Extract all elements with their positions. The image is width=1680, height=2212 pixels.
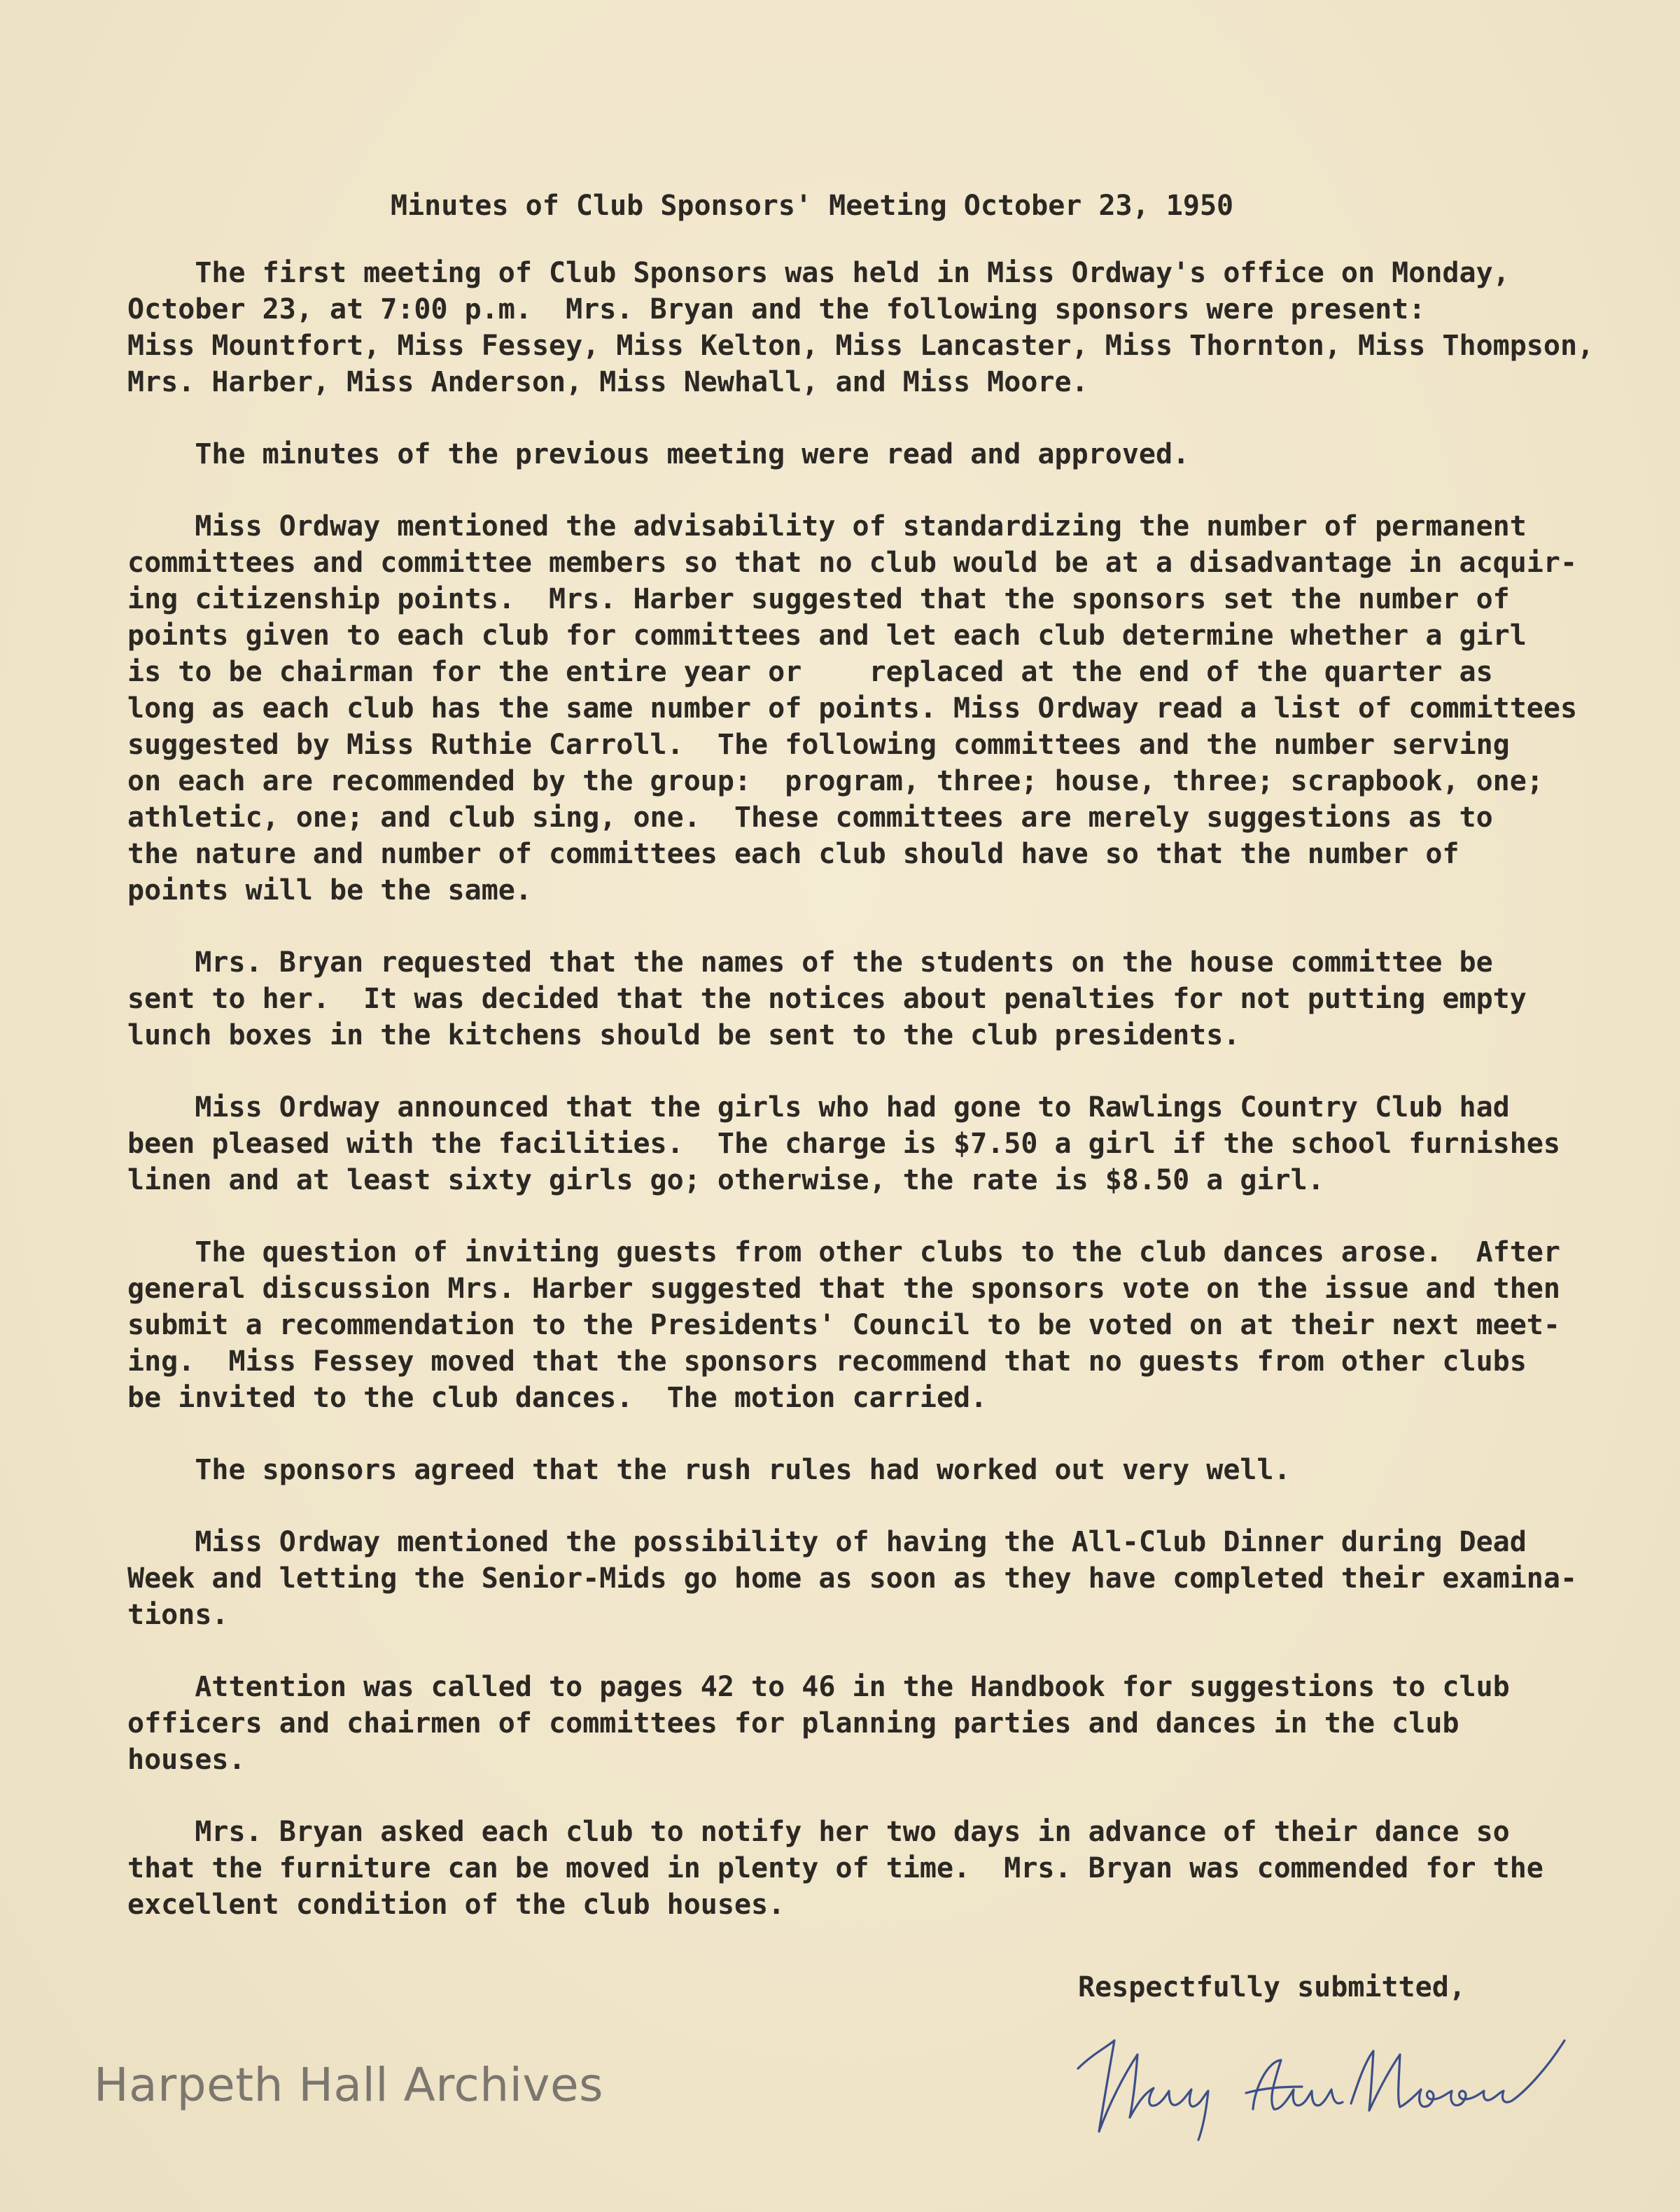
text-line: ing. Miss Fessey moved that the sponsors recommend that no guests from other clubs: [127, 1345, 1527, 1378]
text-line: on each are recommended by the group: program, three; house, three; scrapbook, one;: [127, 765, 1544, 797]
text-line: lunch boxes in the kitchens should be sent to the club presidents.: [127, 1019, 1240, 1051]
text-line: points given to each club for committees and let each club determine whether a girl: [127, 620, 1527, 652]
text-line: ing citizenship points. Mrs. Harber suggested that the sponsors set the number of: [127, 583, 1510, 615]
text-line: Week and letting the Senior-Mids go home as soon as they have completed their examina-: [127, 1562, 1578, 1595]
text-line: tions.: [127, 1599, 229, 1631]
document-body: [127, 188, 1632, 1959]
text-line: Attention was called to pages 42 to 46 in the Handbook for suggestions to club: [127, 1671, 1510, 1703]
text-line: been pleased with the facilities. The charge is $7.50 a girl if the school furnishes: [127, 1128, 1560, 1160]
text-line: officers and chairmen of committees for planning parties and dances in the club: [127, 1707, 1460, 1740]
paragraph-dance-notice: [127, 1814, 1632, 1923]
text-line: Miss Ordway announced that the girls who had gone to Rawlings Country Club had: [127, 1091, 1510, 1124]
text-line: athletic, one; and club sing, one. These committees are merely suggestions as to: [127, 802, 1493, 834]
text-line: houses.: [127, 1744, 246, 1776]
text-line: is to be chairman for the entire year or replaced at the end of the quarter as: [127, 656, 1493, 688]
text-line: Mrs. Bryan asked each club to notify her two days in advance of their dance so: [127, 1816, 1510, 1848]
text-line: Miss Ordway mentioned the advisability of standardizing the number of permanent: [127, 510, 1527, 542]
text-line: points will be the same.: [127, 874, 532, 906]
text-line: that the furniture can be moved in plenty of time. Mrs. Bryan was commended for the: [127, 1852, 1544, 1884]
text-line: The minutes of the previous meeting were read and approved.: [127, 438, 1190, 470]
text-line: be invited to the club dances. The motion carried.: [127, 1382, 988, 1414]
text-line: excellent condition of the club houses.: [127, 1889, 785, 1921]
paragraph-guests: [127, 1234, 1632, 1416]
text-line: committees and committee members so that no club would be at a disadvantage in acquir-: [127, 547, 1578, 579]
paragraph-rush-rules: [127, 1452, 1632, 1488]
text-line: Miss Ordway mentioned the possibility of having the All-Club Dinner during Dead: [127, 1526, 1527, 1558]
text-line: sent to her. It was decided that the notices about penalties for not putting empty: [127, 983, 1527, 1015]
text-line: Miss Mountfort, Miss Fessey, Miss Kelton, Miss Lancaster, Miss Thornton, Miss Thompson,: [127, 330, 1595, 362]
paragraph-attendance: [127, 255, 1632, 400]
text-line: linen and at least sixty girls go; otherwise, the rate is $8.50 a girl.: [127, 1164, 1324, 1196]
text-line: Mrs. Harber, Miss Anderson, Miss Newhall, and Miss Moore.: [127, 366, 1088, 398]
paragraph-country-club: [127, 1089, 1632, 1198]
paragraph-minutes-approved: [127, 436, 1632, 472]
closing-text: Respectfully submitted,: [1078, 1971, 1466, 2003]
text-line: long as each club has the same number of points. Miss Ordway read a list of committees: [127, 692, 1578, 724]
text-line: submit a recommendation to the Presidents' Council to be voted on at their next meet-: [127, 1309, 1560, 1341]
text-line: The sponsors agreed that the rush rules had worked out very well.: [127, 1454, 1291, 1486]
text-line: the nature and number of committees each club should have so that the number of: [127, 838, 1460, 870]
text-line: Mrs. Bryan requested that the names of the students on the house committee be: [127, 946, 1493, 979]
paragraph-handbook: [127, 1669, 1632, 1778]
text-line: October 23, at 7:00 p.m. Mrs. Bryan and the following sponsors were present:: [127, 293, 1426, 326]
document-title: Minutes of Club Sponsors' Meeting October 23, 1950: [391, 190, 1234, 222]
text-line: suggested by Miss Ruthie Carroll. The following committees and the number serving: [127, 729, 1510, 761]
paragraph-all-club-dinner: [127, 1524, 1632, 1633]
text-line: The question of inviting guests from other clubs to the club dances arose. After: [127, 1236, 1560, 1268]
paragraph-house-committee: [127, 944, 1632, 1054]
text-line: The first meeting of Club Sponsors was held in Miss Ordway's office on Monday,: [127, 257, 1510, 289]
handwritten-signature: [1071, 2026, 1575, 2146]
paragraph-committees: [127, 508, 1632, 909]
text-line: general discussion Mrs. Harber suggested that the sponsors vote on the issue and then: [127, 1273, 1560, 1305]
archive-watermark: Harpeth Hall Archives: [94, 2058, 603, 2112]
